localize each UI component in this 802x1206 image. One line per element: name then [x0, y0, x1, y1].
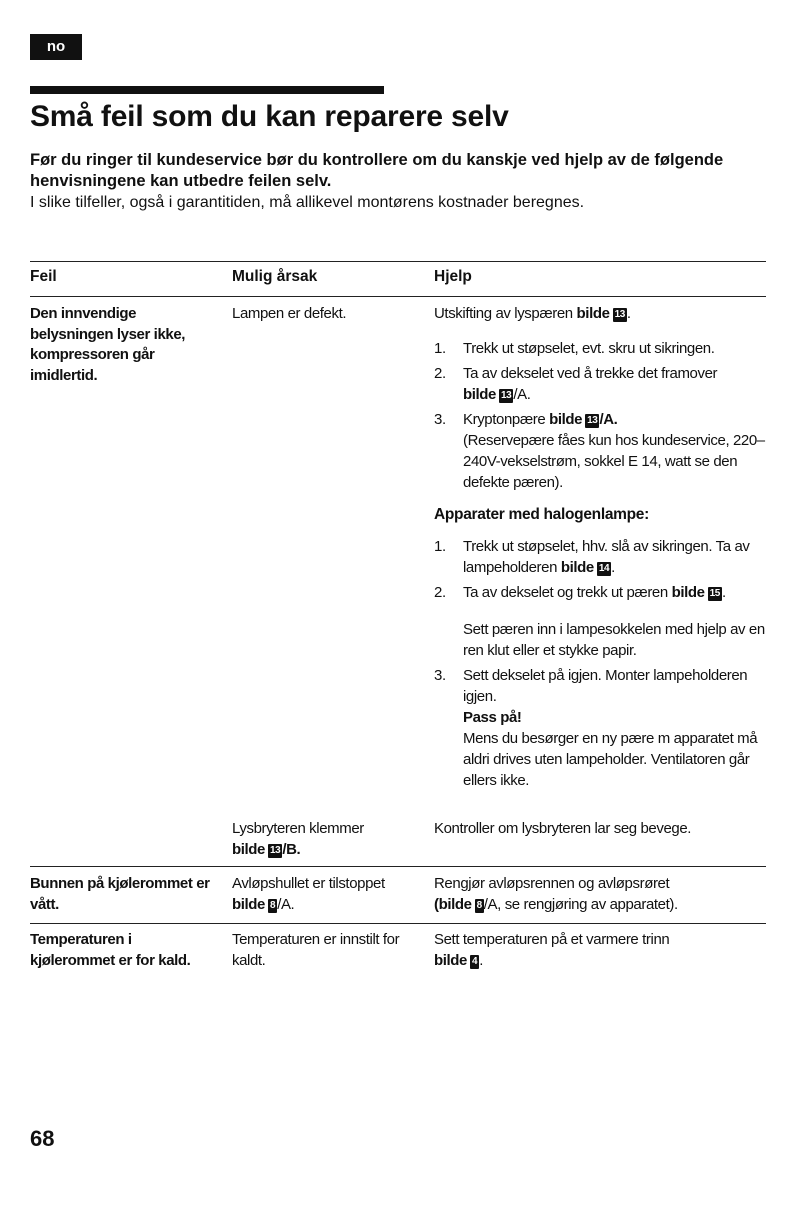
replace-steps-list: [434, 338, 768, 497]
list-item: 1. Trekk ut støpselet, hhv. slå av sikringen. Ta av lampeholderen bilde 14 .: [434, 538, 750, 576]
row-rule: [30, 866, 766, 867]
figure-ref-badge: 8: [476, 899, 482, 911]
list-item: 2. Ta av dekselet og trekk ut pæren bilde 15 . Sett pæren inn i lampesokkelen med hjelp av en ren klut eller et stykke papir.: [434, 584, 765, 659]
figure-ref-badge: 13: [270, 844, 281, 856]
figure-ref-badge: 14: [598, 563, 610, 574]
list-item: 3. Sett dekselet på igjen. Monter lampeholderen igjen. Pass på! Mens du besørger en ny pære m apparatet må aldri drives uten lampeholder. Ventilatoren går ellers ikke.: [434, 667, 758, 789]
page-title: Små feil som du kan reparere selv: [30, 100, 509, 133]
row2-fault: Bunnen på kjølerommet er vått.: [30, 875, 210, 913]
row3-cause: Temperaturen er innstilt for kaldt.: [232, 931, 400, 969]
halogen-steps-list: [434, 536, 768, 795]
figure-ref-badge: 15: [709, 588, 720, 599]
row1-fault: Den innvendige belysningen lyser ikke, kompressoren går imidlertid.: [30, 305, 186, 384]
header-fault: Feil: [30, 268, 57, 285]
intro-bold-text: Før du ringer til kundeservice bør du kontrollere om du kanskje ved hjelp av de følgende henvisningene kan utbedre feilen selv.: [30, 151, 724, 190]
row3-help: Sett temperaturen på et varmere trinn bilde 4 .: [434, 931, 670, 969]
header-rule: [30, 296, 766, 297]
row3-fault: Temperaturen i kjølerommet er for kald.: [30, 931, 191, 969]
row1-cause-b: Lysbryteren klemmer bilde 13 /B.: [232, 820, 364, 858]
title-rule: [30, 86, 384, 94]
table-top-rule: [30, 261, 766, 262]
language-tag: no: [30, 34, 82, 60]
header-help: Hjelp: [434, 268, 472, 285]
figure-ref-badge: 13: [614, 309, 625, 320]
figure-ref-badge: 8: [270, 899, 276, 911]
header-cause: Mulig årsak: [232, 268, 318, 285]
list-item: 2. Ta av dekselet ved å trekke det framover bilde 13 /A.: [434, 365, 718, 403]
row2-cause: Avløpshullet er tilstoppet bilde 8 /A.: [232, 875, 385, 913]
row-rule: [30, 923, 766, 924]
intro-text: I slike tilfeller, også i garantitiden, må allikevel montørens kostnader beregnes.: [30, 194, 585, 211]
figure-ref-badge: 13: [587, 415, 598, 426]
row1-help-intro: Utskifting av lyspæren bilde 13 .: [434, 305, 631, 322]
row1-help-b: Kontroller om lysbryteren lar seg bevege.: [434, 820, 692, 837]
row1-cause-a: Lampen er defekt.: [232, 305, 347, 322]
page-number: 68: [30, 1126, 55, 1151]
figure-ref-badge: 13: [501, 390, 512, 401]
figure-ref-badge: 4: [472, 955, 478, 967]
halogen-subheading: Apparater med halogenlampe:: [434, 506, 649, 523]
list-item: 1. Trekk ut støpselet, evt. skru ut sikringen.: [434, 340, 715, 357]
list-item: 3. Kryptonpære bilde 13 /A. (Reservepære fåes kun hos kundeservice, 220–240V-vekselstrøm, sokkel E 14, watt se den defekte pæren).: [434, 411, 765, 491]
row2-help: Rengjør avløpsrennen og avløpsrøret (bilde 8 /A, se rengjøring av apparatet).: [434, 875, 678, 913]
